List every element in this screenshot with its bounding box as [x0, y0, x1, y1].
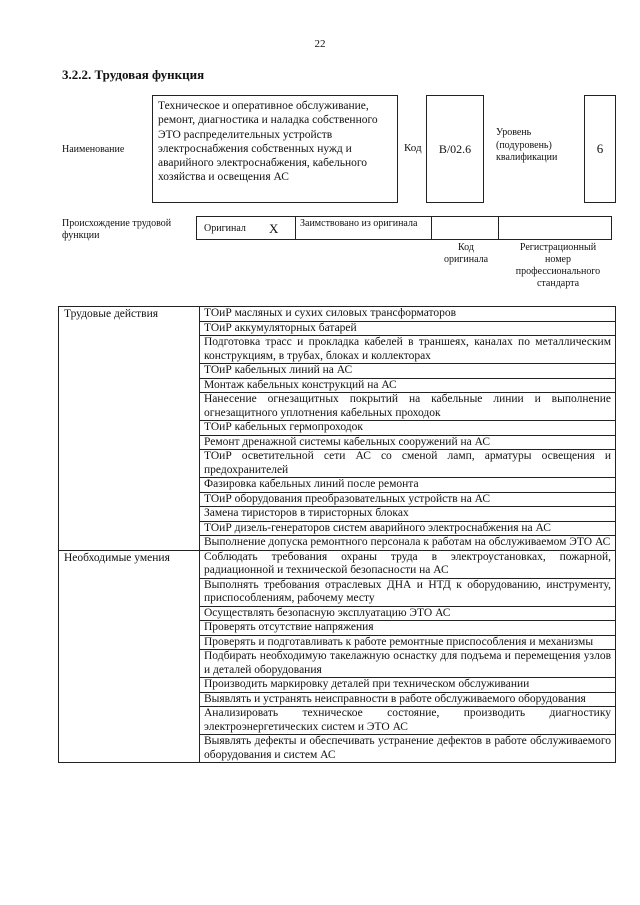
table-item: Производить маркировку деталей при техническом обслуживании [200, 678, 616, 693]
table-item: Монтаж кабельных конструкций на АС [200, 378, 616, 393]
borrowed-label: Заимствовано из оригинала [300, 218, 418, 229]
section-category: Трудовые действия [59, 307, 200, 551]
table-item: ТОиР осветительной сети АС со сменой ламп, арматуры освещения и предохранителей [200, 450, 616, 478]
origin-original-cell [196, 216, 296, 240]
function-table [58, 306, 616, 763]
origin-label: Происхождение трудовой функции [62, 218, 172, 241]
level-label: Уровень (подуровень) квалификации [496, 127, 558, 163]
table-item: Осуществлять безопасную эксплуатацию ЭТО АС [200, 606, 616, 621]
table-item: Фазировка кабельных линий после ремонта [200, 478, 616, 493]
table-item: Выполнение допуска ремонтного персонала к работам на обслуживаемом ЭТО АС [200, 536, 616, 551]
table-item: ТОиР кабельных гермопроходок [200, 421, 616, 436]
table-item: Замена тиристоров в тиристорных блоках [200, 507, 616, 522]
table-item: Проверять и подготавливать к работе ремонтные приспособления и механизмы [200, 635, 616, 650]
reg-number-caption: Регистрационный номер профессионального стандарта [515, 242, 601, 289]
origin-row [196, 216, 612, 240]
table-row [59, 307, 616, 322]
table-item: ТОиР оборудования преобразовательных устройств на АС [200, 492, 616, 507]
level-value: 6 [584, 95, 616, 203]
section-title: 3.2.2. Трудовая функция [62, 67, 205, 82]
section-category: Необходимые умения [59, 550, 200, 763]
table-item: ТОиР аккумуляторных батарей [200, 321, 616, 336]
table-item: Проверять отсутствие напряжения [200, 621, 616, 636]
code-original-caption: Код оригинала [443, 242, 489, 265]
code-value: B/02.6 [426, 95, 484, 203]
original-mark: X [269, 221, 279, 236]
origin-reg-cell [498, 216, 612, 240]
table-item: Выполнять требования отраслевых ДНА и НТД к оборудованию, инструменту, приспособлениям, рабочему месту [200, 578, 616, 606]
table-item: ТОиР кабельных линий на АС [200, 364, 616, 379]
table-item: Выявлять и устранять неисправности в работе обслуживаемого оборудования [200, 692, 616, 707]
table-item: Подбирать необходимую такелажную оснастку для подъема и перемещения узлов и деталей оборудования [200, 650, 616, 678]
name-value: Техническое и оперативное обслуживание, ремонт, диагностика и наладка собственного ЭТО распределительных устройств электроснабжения собственных нужд и аварийного электроснабжения, кабельного хозяйства и освещения АС [152, 95, 398, 203]
origin-borrowed-cell [295, 216, 432, 240]
origin-code-cell [431, 216, 499, 240]
table-row [59, 550, 616, 578]
table-item: ТОиР дизель-генераторов систем аварийного электроснабжения на АС [200, 521, 616, 536]
table-item: Анализировать техническое состояние, производить диагностику электроэнергетических систем и ЭТО АС [200, 707, 616, 735]
table-item: ТОиР масляных и сухих силовых трансформаторов [200, 307, 616, 322]
name-label: Наименование [62, 144, 125, 155]
table-item: Выявлять дефекты и обеспечивать устранение дефектов в работе обслуживаемого оборудования и систем АС [200, 735, 616, 763]
table-item: Соблюдать требования охраны труда в электроустановках, пожарной, радиационной и технической безопасности на АС [200, 550, 616, 578]
table-item: Подготовка трасс и прокладка кабелей в траншеях, каналах по металлическим конструкциям, в трубах, блоках и коллекторах [200, 336, 616, 364]
table-item: Нанесение огнезащитных покрытий на кабельные линии и выполнение огнезащитного уплотнения кабельных проходок [200, 393, 616, 421]
table-item: Ремонт дренажной системы кабельных сооружений на АС [200, 435, 616, 450]
page-number: 22 [314, 38, 326, 50]
code-label: Код [404, 142, 422, 154]
original-label: Оригинал [204, 223, 246, 234]
